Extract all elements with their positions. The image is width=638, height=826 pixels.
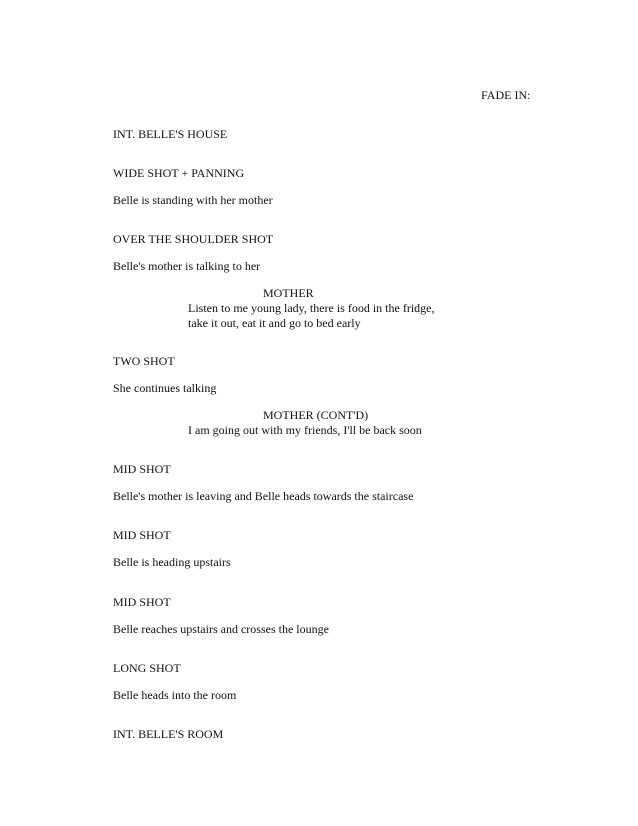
action-line: Belle heads into the room bbox=[113, 688, 237, 702]
dialogue-line: I am going out with my friends, I'll be back soon bbox=[188, 423, 422, 437]
action-line: Belle's mother is leaving and Belle heads towards the staircase bbox=[113, 489, 414, 503]
shot-heading: MID SHOT bbox=[113, 528, 171, 542]
transition-fade-in: FADE IN: bbox=[481, 88, 531, 102]
action-line: Belle reaches upstairs and crosses the lounge bbox=[113, 622, 329, 636]
action-line: Belle is standing with her mother bbox=[113, 193, 273, 207]
dialogue-line: take it out, eat it and go to bed early bbox=[188, 316, 361, 330]
shot-heading: MID SHOT bbox=[113, 595, 171, 609]
dialogue-line: Listen to me young lady, there is food in the fridge, bbox=[188, 301, 435, 315]
scene-heading: INT. BELLE'S ROOM bbox=[113, 727, 224, 741]
shot-heading: OVER THE SHOULDER SHOT bbox=[113, 232, 274, 246]
character-name: MOTHER (CONT'D) bbox=[263, 408, 369, 422]
action-line: She continues talking bbox=[113, 381, 217, 395]
shot-heading: WIDE SHOT + PANNING bbox=[113, 166, 245, 180]
character-name: MOTHER bbox=[263, 286, 314, 300]
shot-heading: LONG SHOT bbox=[113, 661, 181, 675]
action-line: Belle's mother is talking to her bbox=[113, 259, 261, 273]
shot-heading: TWO SHOT bbox=[113, 354, 175, 368]
action-line: Belle is heading upstairs bbox=[113, 555, 231, 569]
shot-heading: MID SHOT bbox=[113, 462, 171, 476]
scene-heading: INT. BELLE'S HOUSE bbox=[113, 127, 228, 141]
